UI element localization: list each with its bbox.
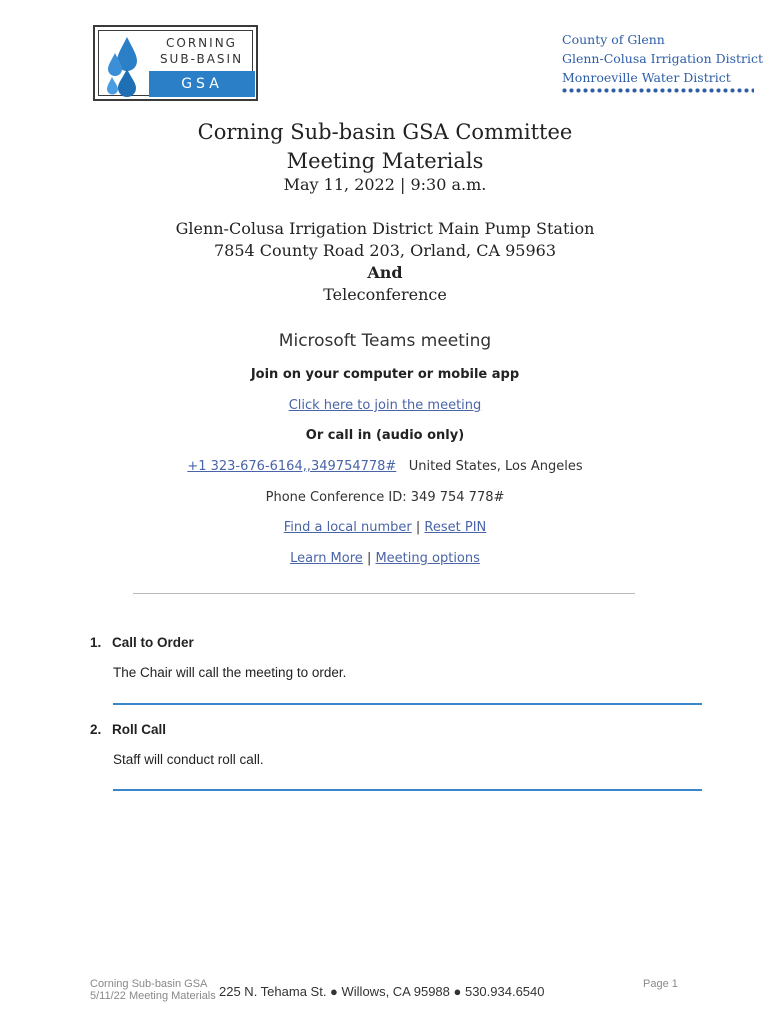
water-drops-icon — [105, 35, 145, 99]
phone-line — [0, 459, 770, 474]
logo-band-gsa: GSA — [149, 71, 255, 97]
district-list — [562, 30, 764, 87]
location-line-4: Teleconference — [323, 285, 447, 304]
logo-text-sub-basin: SUB-BASIN — [159, 52, 244, 66]
meeting-date: May 11, 2022 | 9:30 a.m. — [283, 175, 487, 194]
teams-join-text: Join on your computer or mobile app — [250, 367, 520, 382]
logo-text-corning: CORNING — [166, 36, 237, 50]
phone-number-link[interactable]: +1 323-676-6164,,349754778# — [187, 459, 397, 474]
logo-frame — [98, 30, 253, 96]
location-and: And — [367, 263, 403, 282]
footer-address: 225 N. Tehama St. ● Willows, CA 95988 ● 530.934.6540 — [219, 984, 545, 999]
agenda-item-number: 1. — [90, 635, 102, 650]
dotted-divider — [561, 88, 754, 93]
footer-doc-info — [90, 978, 216, 1002]
phone-region: United States, Los Angeles — [408, 459, 583, 474]
document-title — [0, 118, 770, 176]
learn-more-link[interactable]: Learn More — [290, 551, 363, 566]
meeting-location — [0, 218, 770, 306]
link-separator: | — [366, 551, 372, 566]
agenda-item-description: The Chair will call the meeting to order. — [113, 665, 347, 680]
footer-page-number: Page 1 — [643, 978, 678, 990]
title-line-2: Meeting Materials — [286, 149, 484, 173]
agenda-item-number: 2. — [90, 722, 102, 737]
agenda-item-heading: Roll Call — [112, 722, 167, 737]
agenda-item-title — [90, 722, 166, 737]
meeting-options-link[interactable]: Meeting options — [375, 551, 480, 566]
agenda-item-description: Staff will conduct roll call. — [113, 752, 264, 767]
pin-links — [0, 520, 770, 535]
join-meeting-link[interactable]: Click here to join the meeting — [288, 398, 482, 413]
agenda-item-title — [90, 635, 194, 650]
call-in-heading: Or call in (audio only) — [305, 428, 465, 443]
link-separator: | — [415, 520, 421, 535]
agenda-divider — [113, 703, 702, 705]
footer-doc-name: Corning Sub-basin GSA — [90, 978, 208, 990]
teams-divider — [133, 593, 635, 594]
district-item: County of Glenn — [562, 32, 665, 47]
footer-doc-date: 5/11/22 Meeting Materials — [90, 990, 216, 1002]
title-line-1: Corning Sub-basin GSA Committee — [197, 120, 573, 144]
reset-pin-link[interactable]: Reset PIN — [424, 520, 487, 535]
gsa-logo — [93, 25, 258, 101]
info-links — [0, 551, 770, 566]
agenda-item-heading: Call to Order — [112, 635, 194, 650]
location-line-2: 7854 County Road 203, Orland, CA 95963 — [213, 241, 557, 260]
agenda-divider — [113, 789, 702, 791]
find-local-number-link[interactable]: Find a local number — [283, 520, 412, 535]
district-item: Monroeville Water District — [562, 70, 731, 85]
teams-meeting-title: Microsoft Teams meeting — [278, 331, 492, 351]
location-line-1: Glenn-Colusa Irrigation District Main Pump Station — [175, 219, 595, 238]
conference-id: Phone Conference ID: 349 754 778# — [265, 490, 505, 505]
district-item: Glenn-Colusa Irrigation District — [562, 51, 764, 66]
